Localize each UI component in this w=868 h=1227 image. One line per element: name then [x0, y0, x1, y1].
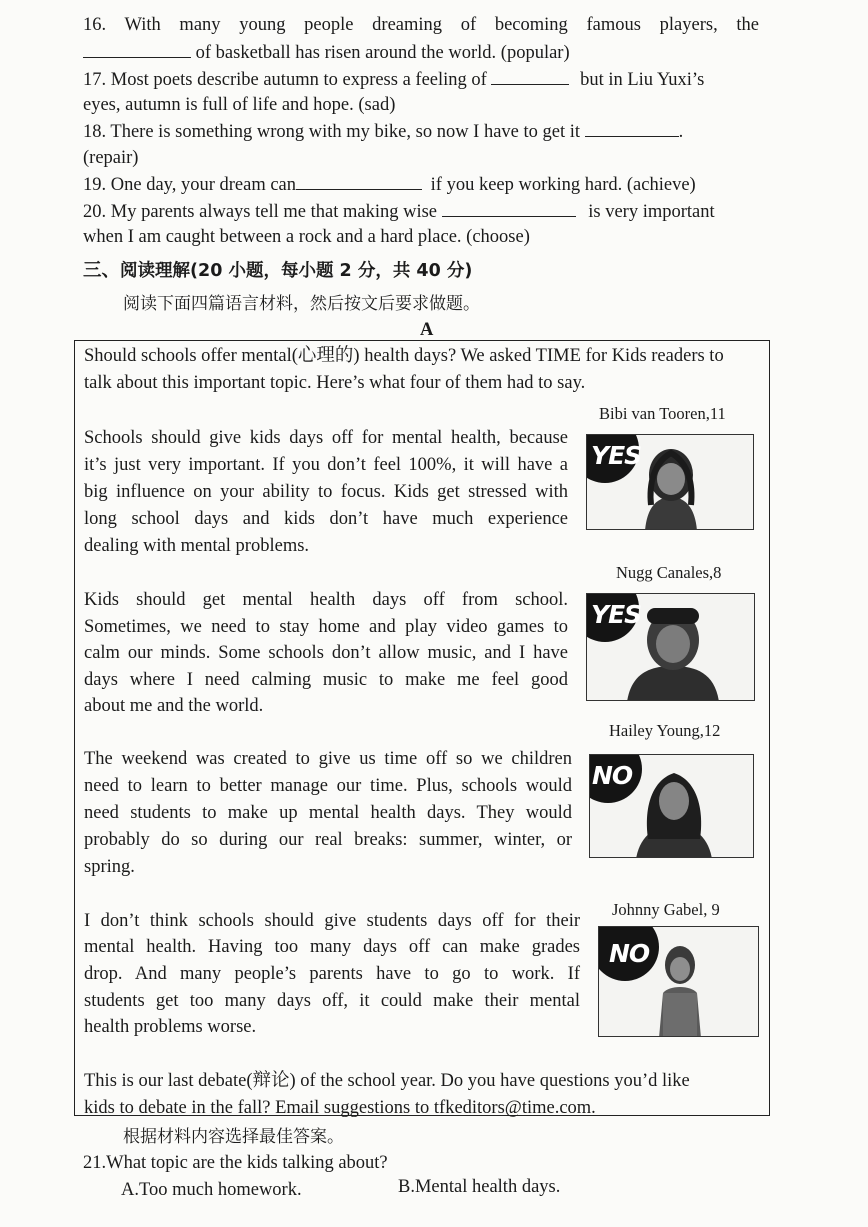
q19-blank[interactable]	[296, 171, 422, 190]
no-badge: NO	[598, 926, 659, 981]
yes-badge: YES	[586, 593, 639, 642]
girl-photo-icon	[587, 435, 754, 530]
yes-badge: YES	[586, 434, 639, 483]
author-photo	[586, 434, 754, 530]
passage-intro-line1: Should schools offer mental(心理的) health days? We asked TIME for Kids readers to	[84, 346, 724, 366]
author-photo	[589, 754, 754, 858]
author-name: Johnny Gabel, 9	[612, 900, 720, 919]
q16-line2: of basketball has risen around the world. (popular)	[83, 39, 570, 66]
section-heading: 三、阅读理解(20 小题，每小题 2 分，共 40 分)	[83, 260, 473, 281]
author-name: Hailey Young,12	[609, 721, 721, 740]
q18-line1: 18. There is something wrong with my bike, so now I have to get it .	[83, 118, 683, 145]
q19-line: 19. One day, your dream can if you keep working hard. (achieve)	[83, 171, 696, 198]
q16-line1: 16. With many young people dreaming of becoming famous players, the	[83, 15, 759, 35]
q18-line2: (repair)	[83, 148, 139, 168]
passage-closing-line2: kids to debate in the fall? Email suggestions to tfkeditors@time.com.	[84, 1098, 596, 1118]
passage-label: A	[420, 320, 434, 340]
passage-closing-line1: This is our last debate(辩论) of the school year. Do you have questions you’d like	[84, 1071, 690, 1091]
author-photo	[598, 926, 759, 1037]
girl-photo-icon	[590, 755, 754, 858]
option-b[interactable]: B.Mental health days.	[398, 1177, 561, 1197]
q20-line2: when I am caught between a rock and a hard place. (choose)	[83, 227, 530, 247]
author-name: Nugg Canales,8	[616, 563, 722, 582]
q17-line2: eyes, autumn is full of life and hope. (sad)	[83, 95, 396, 115]
section-instruction: 阅读下面四篇语言材料，然后按文后要求做题。	[123, 294, 480, 314]
q17-line1: 17. Most poets describe autumn to express a feeling of but in Liu Yuxi’s	[83, 66, 704, 93]
passage-intro-line2: talk about this important topic. Here’s what four of them had to say.	[84, 373, 586, 393]
q20-line1: 20. My parents always tell me that making wise is very important	[83, 198, 715, 225]
q17-blank[interactable]	[491, 66, 569, 85]
q16-blank[interactable]	[83, 39, 191, 58]
boy-photo-icon	[587, 594, 755, 701]
q18-blank[interactable]	[585, 118, 679, 137]
no-badge: NO	[589, 754, 642, 803]
author-photo	[586, 593, 755, 701]
boy-photo-icon	[599, 927, 759, 1037]
author-name: Bibi van Tooren,11	[599, 404, 726, 423]
q20-blank[interactable]	[442, 198, 576, 217]
option-a[interactable]: A.Too much homework.	[121, 1180, 302, 1200]
choose-instruction: 根据材料内容选择最佳答案。	[123, 1127, 344, 1147]
question-21-stem: 21.What topic are the kids talking about?	[83, 1153, 388, 1173]
